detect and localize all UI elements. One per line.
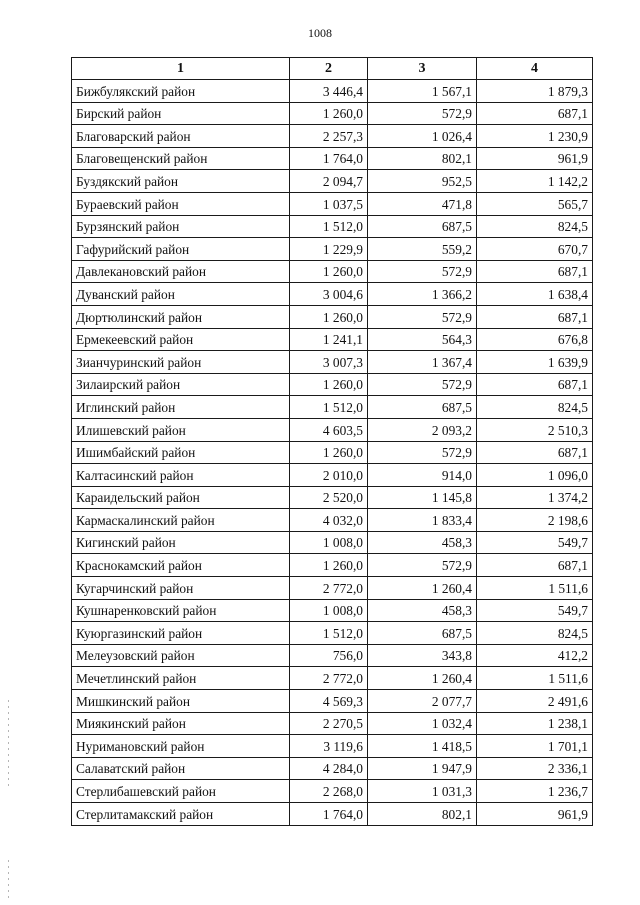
value-cell-col-2: 1 037,5 — [290, 192, 368, 215]
value-cell-col-2: 1 260,0 — [290, 305, 368, 328]
district-name-cell: Дюртюлинский район — [72, 305, 290, 328]
value-cell-col-3: 802,1 — [368, 147, 477, 170]
value-cell-col-3: 687,5 — [368, 215, 477, 238]
value-cell-col-4: 549,7 — [477, 531, 593, 554]
value-cell-col-3: 952,5 — [368, 170, 477, 193]
value-cell-col-4: 2 336,1 — [477, 757, 593, 780]
district-name-cell: Дуванский район — [72, 283, 290, 306]
value-cell-col-4: 565,7 — [477, 192, 593, 215]
value-cell-col-4: 1 879,3 — [477, 80, 593, 103]
value-cell-col-2: 1 260,0 — [290, 373, 368, 396]
page-number: 1008 — [308, 26, 332, 40]
value-cell-col-2: 4 603,5 — [290, 418, 368, 441]
district-name-cell: Бижбулякский район — [72, 80, 290, 103]
value-cell-col-4: 2 491,6 — [477, 690, 593, 713]
header-row — [72, 58, 593, 80]
value-cell-col-3: 1 947,9 — [368, 757, 477, 780]
table-row — [72, 486, 593, 509]
column-header-2: 2 — [290, 58, 368, 80]
district-name-cell: Ишимбайский район — [72, 441, 290, 464]
table-row — [72, 215, 593, 238]
district-name-cell: Стерлитамакский район — [72, 803, 290, 826]
table-row — [72, 441, 593, 464]
value-cell-col-3: 564,3 — [368, 328, 477, 351]
value-cell-col-3: 559,2 — [368, 238, 477, 261]
value-cell-col-4: 961,9 — [477, 147, 593, 170]
value-cell-col-4: 549,7 — [477, 599, 593, 622]
district-name-cell: Кармаскалинский район — [72, 509, 290, 532]
scan-margin-mark — [8, 700, 9, 790]
value-cell-col-4: 1 142,2 — [477, 170, 593, 193]
value-cell-col-3: 1 366,2 — [368, 283, 477, 306]
column-header-3: 3 — [368, 58, 477, 80]
table-row — [72, 418, 593, 441]
value-cell-col-4: 687,1 — [477, 373, 593, 396]
value-cell-col-4: 687,1 — [477, 260, 593, 283]
value-cell-col-3: 572,9 — [368, 305, 477, 328]
value-cell-col-4: 1 638,4 — [477, 283, 593, 306]
value-cell-col-3: 1 032,4 — [368, 712, 477, 735]
value-cell-col-2: 1 512,0 — [290, 396, 368, 419]
value-cell-col-2: 2 268,0 — [290, 780, 368, 803]
district-name-cell: Караидельский район — [72, 486, 290, 509]
value-cell-col-4: 824,5 — [477, 215, 593, 238]
value-cell-col-2: 3 004,6 — [290, 283, 368, 306]
district-name-cell: Благовещенский район — [72, 147, 290, 170]
value-cell-col-2: 1 260,0 — [290, 260, 368, 283]
district-name-cell: Зилаирский район — [72, 373, 290, 396]
value-cell-col-3: 572,9 — [368, 102, 477, 125]
value-cell-col-2: 1 764,0 — [290, 803, 368, 826]
value-cell-col-4: 824,5 — [477, 622, 593, 645]
district-name-cell: Зианчуринский район — [72, 351, 290, 374]
value-cell-col-2: 3 119,6 — [290, 735, 368, 758]
table-row — [72, 667, 593, 690]
table-row — [72, 464, 593, 487]
value-cell-col-4: 824,5 — [477, 396, 593, 419]
value-cell-col-4: 670,7 — [477, 238, 593, 261]
value-cell-col-2: 1 008,0 — [290, 599, 368, 622]
district-name-cell: Миякинский район — [72, 712, 290, 735]
district-name-cell: Салаватский район — [72, 757, 290, 780]
value-cell-col-3: 1 145,8 — [368, 486, 477, 509]
value-cell-col-4: 1 511,6 — [477, 577, 593, 600]
district-name-cell: Куюргазинский район — [72, 622, 290, 645]
value-cell-col-4: 2 510,3 — [477, 418, 593, 441]
table-row — [72, 102, 593, 125]
value-cell-col-4: 1 230,9 — [477, 125, 593, 148]
value-cell-col-2: 1 764,0 — [290, 147, 368, 170]
table-row — [72, 147, 593, 170]
table-header — [72, 58, 593, 80]
value-cell-col-3: 1 418,5 — [368, 735, 477, 758]
value-cell-col-4: 412,2 — [477, 644, 593, 667]
value-cell-col-2: 1 260,0 — [290, 102, 368, 125]
value-cell-col-2: 2 270,5 — [290, 712, 368, 735]
district-name-cell: Илишевский район — [72, 418, 290, 441]
value-cell-col-2: 1 512,0 — [290, 215, 368, 238]
district-name-cell: Калтасинский район — [72, 464, 290, 487]
value-cell-col-3: 687,5 — [368, 396, 477, 419]
table-row — [72, 757, 593, 780]
table-row — [72, 238, 593, 261]
table-row — [72, 509, 593, 532]
district-name-cell: Благоварский район — [72, 125, 290, 148]
value-cell-col-4: 687,1 — [477, 305, 593, 328]
value-cell-col-3: 1 567,1 — [368, 80, 477, 103]
value-cell-col-4: 1 374,2 — [477, 486, 593, 509]
value-cell-col-4: 961,9 — [477, 803, 593, 826]
value-cell-col-2: 4 032,0 — [290, 509, 368, 532]
table-row — [72, 170, 593, 193]
value-cell-col-4: 1 701,1 — [477, 735, 593, 758]
value-cell-col-2: 1 260,0 — [290, 441, 368, 464]
table-row — [72, 712, 593, 735]
district-name-cell: Ермекеевский район — [72, 328, 290, 351]
value-cell-col-4: 2 198,6 — [477, 509, 593, 532]
data-table — [71, 57, 593, 826]
value-cell-col-3: 2 093,2 — [368, 418, 477, 441]
value-cell-col-2: 2 094,7 — [290, 170, 368, 193]
district-name-cell: Бирский район — [72, 102, 290, 125]
value-cell-col-4: 1 096,0 — [477, 464, 593, 487]
district-name-cell: Стерлибашевский район — [72, 780, 290, 803]
value-cell-col-2: 1 229,9 — [290, 238, 368, 261]
value-cell-col-2: 4 284,0 — [290, 757, 368, 780]
table-row — [72, 396, 593, 419]
value-cell-col-2: 1 008,0 — [290, 531, 368, 554]
value-cell-col-3: 572,9 — [368, 373, 477, 396]
table-row — [72, 80, 593, 103]
table-row — [72, 599, 593, 622]
value-cell-col-3: 1 833,4 — [368, 509, 477, 532]
table-row — [72, 622, 593, 645]
district-name-cell: Мелеузовский район — [72, 644, 290, 667]
value-cell-col-2: 3 446,4 — [290, 80, 368, 103]
table-row — [72, 803, 593, 826]
district-name-cell: Кушнаренковский район — [72, 599, 290, 622]
value-cell-col-3: 343,8 — [368, 644, 477, 667]
value-cell-col-3: 1 026,4 — [368, 125, 477, 148]
table-body — [72, 80, 593, 826]
value-cell-col-4: 1 236,7 — [477, 780, 593, 803]
table-row — [72, 531, 593, 554]
value-cell-col-2: 756,0 — [290, 644, 368, 667]
value-cell-col-2: 2 257,3 — [290, 125, 368, 148]
table-row — [72, 125, 593, 148]
value-cell-col-4: 687,1 — [477, 441, 593, 464]
table-row — [72, 351, 593, 374]
value-cell-col-4: 1 639,9 — [477, 351, 593, 374]
district-name-cell: Буздякский район — [72, 170, 290, 193]
scan-margin-mark — [8, 860, 9, 900]
value-cell-col-3: 572,9 — [368, 260, 477, 283]
value-cell-col-2: 1 241,1 — [290, 328, 368, 351]
value-cell-col-2: 4 569,3 — [290, 690, 368, 713]
value-cell-col-3: 687,5 — [368, 622, 477, 645]
table-row — [72, 577, 593, 600]
district-name-cell: Гафурийский район — [72, 238, 290, 261]
district-name-cell: Иглинский район — [72, 396, 290, 419]
value-cell-col-3: 1 367,4 — [368, 351, 477, 374]
value-cell-col-4: 687,1 — [477, 554, 593, 577]
district-name-cell: Кигинский район — [72, 531, 290, 554]
value-cell-col-2: 3 007,3 — [290, 351, 368, 374]
district-name-cell: Нуримановский район — [72, 735, 290, 758]
value-cell-col-3: 1 260,4 — [368, 667, 477, 690]
value-cell-col-2: 1 512,0 — [290, 622, 368, 645]
table-row — [72, 283, 593, 306]
table-row — [72, 192, 593, 215]
value-cell-col-2: 2 010,0 — [290, 464, 368, 487]
table-row — [72, 305, 593, 328]
table-row — [72, 690, 593, 713]
value-cell-col-2: 2 772,0 — [290, 667, 368, 690]
value-cell-col-4: 1 238,1 — [477, 712, 593, 735]
value-cell-col-3: 458,3 — [368, 599, 477, 622]
value-cell-col-3: 914,0 — [368, 464, 477, 487]
district-name-cell: Бураевский район — [72, 192, 290, 215]
value-cell-col-2: 1 260,0 — [290, 554, 368, 577]
table-row — [72, 735, 593, 758]
table-row — [72, 260, 593, 283]
value-cell-col-3: 471,8 — [368, 192, 477, 215]
district-name-cell: Бурзянский район — [72, 215, 290, 238]
district-name-cell: Краснокамский район — [72, 554, 290, 577]
value-cell-col-2: 2 772,0 — [290, 577, 368, 600]
table-row — [72, 644, 593, 667]
value-cell-col-4: 676,8 — [477, 328, 593, 351]
table-row — [72, 780, 593, 803]
table-row — [72, 373, 593, 396]
value-cell-col-4: 687,1 — [477, 102, 593, 125]
district-name-cell: Мишкинский район — [72, 690, 290, 713]
value-cell-col-3: 1 260,4 — [368, 577, 477, 600]
table-row — [72, 328, 593, 351]
district-name-cell: Мечетлинский район — [72, 667, 290, 690]
district-name-cell: Давлекановский район — [72, 260, 290, 283]
value-cell-col-3: 572,9 — [368, 441, 477, 464]
value-cell-col-3: 1 031,3 — [368, 780, 477, 803]
column-header-4: 4 — [477, 58, 593, 80]
value-cell-col-2: 2 520,0 — [290, 486, 368, 509]
value-cell-col-3: 802,1 — [368, 803, 477, 826]
value-cell-col-4: 1 511,6 — [477, 667, 593, 690]
value-cell-col-3: 458,3 — [368, 531, 477, 554]
column-header-1: 1 — [72, 58, 290, 80]
district-name-cell: Кугарчинский район — [72, 577, 290, 600]
table-row — [72, 554, 593, 577]
value-cell-col-3: 2 077,7 — [368, 690, 477, 713]
value-cell-col-3: 572,9 — [368, 554, 477, 577]
